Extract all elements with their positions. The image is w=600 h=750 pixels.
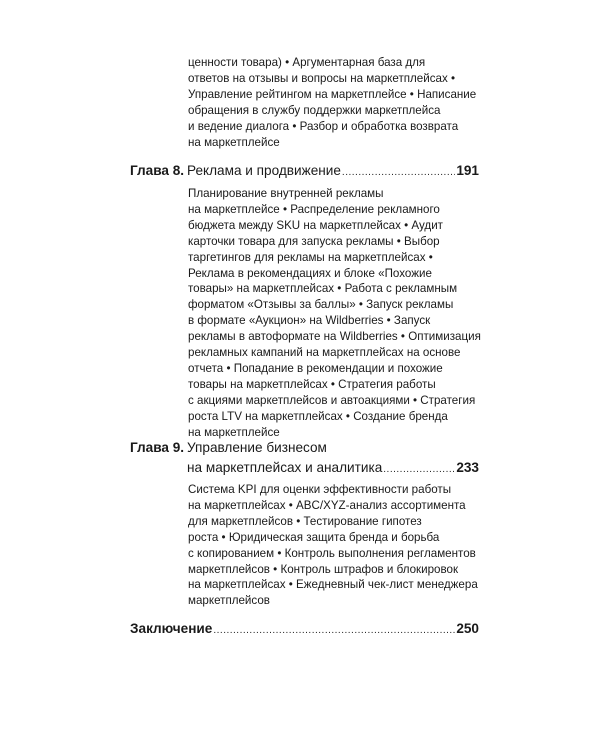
description-line: маркетплейсов bbox=[188, 594, 270, 608]
chapter-8-label: Глава 8. bbox=[130, 163, 185, 178]
description-line: с акциями маркетплейсов и автоакциями • Стратегия bbox=[188, 393, 476, 407]
chapter-9-label: Глава 9. bbox=[130, 440, 185, 455]
description-line: товары на маркетплейсах • Стратегия работы bbox=[188, 377, 436, 391]
description-line: на маркетплейсе bbox=[188, 135, 280, 149]
conclusion-page: 250 bbox=[456, 621, 479, 636]
description-line: ответов на отзывы и вопросы на маркетплейсах • bbox=[188, 71, 456, 85]
description-line: обращения в службу поддержки маркетплейса bbox=[188, 103, 441, 117]
description-line: на маркетплейсе bbox=[188, 425, 280, 439]
description-line: Реклама в рекомендациях и блоке «Похожие bbox=[188, 266, 432, 280]
chapter-9-title-line-1: Управление бизнесом bbox=[187, 440, 327, 455]
description-line: с копированием • Контроль выполнения регламентов bbox=[188, 546, 476, 560]
description-line: рекламы в автоформате на Wildberries • Оптимизация bbox=[188, 330, 481, 344]
chapter-9-title-line-2: на маркетплейсах и аналитика bbox=[187, 460, 383, 475]
previous-chapter-description bbox=[188, 55, 488, 150]
description-line: в формате «Аукцион» на Wildberries • Запуск bbox=[188, 314, 431, 328]
description-line: бюджета между SKU на маркетплейсах • Аудит bbox=[188, 218, 443, 232]
chapter-8-description bbox=[188, 186, 488, 441]
leader-dots bbox=[383, 461, 455, 479]
description-line: отчета • Попадание в рекомендации и похожие bbox=[188, 361, 443, 375]
description-line: форматом «Отзывы за баллы» • Запуск рекламы bbox=[188, 298, 454, 312]
description-line: на маркетплейсе • Распределение рекламного bbox=[188, 202, 440, 216]
description-line: Управление рейтингом на маркетплейсе • Написание bbox=[188, 87, 477, 101]
chapter-8-title: Реклама и продвижение bbox=[187, 163, 341, 178]
toc-entry-chapter-9[interactable] bbox=[130, 439, 479, 457]
description-line: роста • Юридическая защита бренда и борьба bbox=[188, 530, 440, 544]
toc-entry-chapter-9-continuation[interactable] bbox=[187, 459, 479, 479]
description-line: роста LTV на маркетплейсах • Создание бренда bbox=[188, 409, 448, 423]
description-line: на маркетплейсах • Ежедневный чек-лист менеджера bbox=[188, 578, 478, 592]
chapter-9-description bbox=[188, 482, 488, 609]
description-line: рекламных кампаний на маркетплейсах на основе bbox=[188, 346, 461, 360]
description-line: для маркетплейсов • Тестирование гипотез bbox=[188, 514, 422, 528]
description-line: ценности товара) • Аргументарная база для bbox=[188, 56, 426, 69]
chapter-9-page: 233 bbox=[456, 460, 479, 475]
description-line: карточки товара для запуска рекламы • Выбор bbox=[188, 234, 440, 248]
leader-dots bbox=[342, 164, 455, 182]
description-line: таргетингов для рекламы на маркетплейсах • bbox=[188, 250, 433, 264]
description-line: маркетплейсов • Контроль штрафов и блокировок bbox=[188, 562, 459, 576]
description-line: товары» на маркетплейсах • Работа с рекламным bbox=[188, 282, 458, 296]
description-line: и ведение диалога • Разбор и обработка возврата bbox=[188, 119, 459, 133]
toc-entry-conclusion[interactable] bbox=[130, 620, 479, 640]
conclusion-label: Заключение bbox=[130, 621, 213, 636]
toc-entry-chapter-8[interactable] bbox=[130, 162, 479, 182]
description-line: на маркетплейсах • ABC/XYZ-анализ ассортимента bbox=[188, 498, 466, 512]
leader-dots bbox=[213, 622, 455, 640]
chapter-8-page: 191 bbox=[456, 163, 479, 178]
description-line: Система KPI для оценки эффективности работы bbox=[188, 483, 452, 496]
description-line: Планирование внутренней рекламы bbox=[188, 187, 384, 200]
